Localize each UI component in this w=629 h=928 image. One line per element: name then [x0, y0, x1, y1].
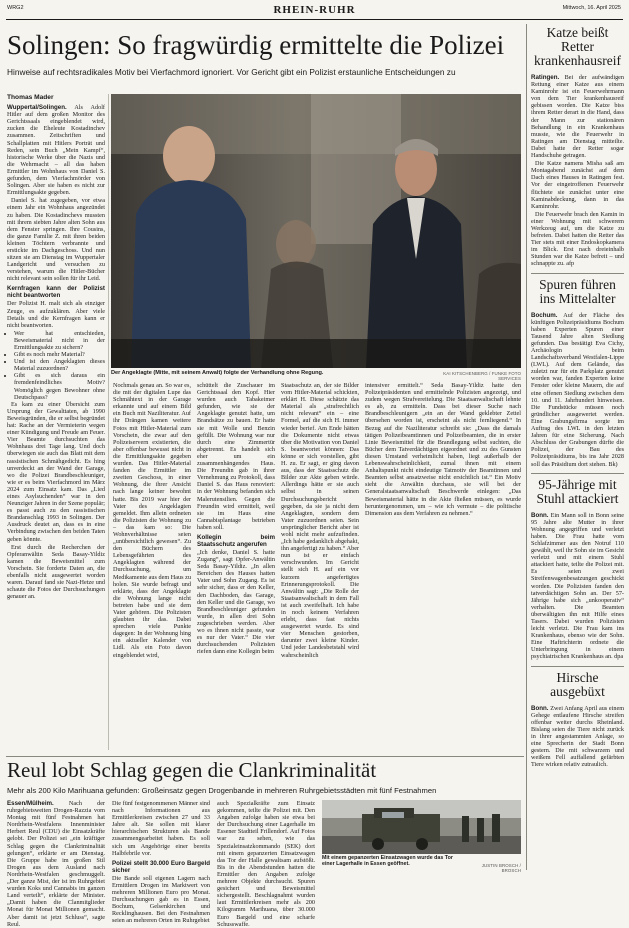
second-subheadline: Mehr als 200 Kilo Marihuana gefunden: Großeinsatz gegen Drogenbande in mehreren Ruhrgebietsstädten mit fünf Festnahmen	[7, 786, 437, 795]
column-rule	[108, 94, 109, 750]
author-byline: Thomas Mader	[7, 94, 54, 101]
lead-paragraph: schüttelt die Zuschauer im Gerichtssaal den Kopf. Hier wurden auch Tabakeimer gefunden, wie sie der Angeklagte genutzt hatte, um Brandsätze zu bauen. Er hatte sie mit Wolle und Benzin gefüllt. Die Wohnung war nur durch eine Zimmertür abgetrennt. Es handelt sich eher um ein zusammenhängendes Haus. Die Freundin gab in ihrer Vernehmung zu Protokoll, dass Daniel S. das Haus renoviert: in der Wohnung befanden sich Malerutensilien. Gegen die Freundin wird ermittelt, weil sie im Haus eine Cannabisplantage betrieben haben soll.	[197, 382, 275, 531]
second-subhead: Polizei stellt 30.000 Euro Bargeld sicher	[112, 859, 210, 874]
lead-paragraph: Der Polizist H. malt sich als einziger Zeuge, es aufzuklären. Aber viele Details und die Kernfragen kann er nicht beantworten.	[7, 300, 105, 329]
second-column-2	[112, 800, 210, 925]
sidebar-story: Bochum. Auf der Fläche des künftigen Polizeipräsidiums Bochum haben Experten Spuren einer Tausend Jahre alten Siedlung gefunden. Das bestätigt Eva Cichy, Archäologin beim Landschaftsverband Westfalen-Lippe (LWL). Auf dem Gelände, das zuletzt nur für ein Parkplatz genutzt worden war, fanden Experten keine Fenster oder kleine Mauern, die auf eine offenen Siedlung zwischen dem 10. und 11. Jahrhundert hinweisen. Die Fundstücke müssen noch gründlicher ausgewertet werden. Eine Grabungsfirma sorgte im Auftrag des LWL in den letzten Jahren für eine Sicherung. Nach Abschluss der Grabungen dürfte die Polizei, der Bau des Polizeipräsidiums, bis ins Jahr 2028 soll das Präsidium dort stehen. Bk)	[531, 311, 624, 468]
lead-paragraph: „Ich denke, Daniel S. hatte Zugang“, sagt Opfer-Anwältin Seda Basay-Yildiz. „In allen Bereichen des Hauses hatten Vater und Sohn Zugang. Es ist sehr sicher, dass er den Keller, den Dachboden, das Garage, den Keller und die Garage, wo Brandbeschleuniger gefunden wurde, in allen drei Sohn zugeschrieben werden. Aber wo es ihnen nicht passte, war es nur der Vater.“ Die vier durchsuchenden Polizisten riefen dann eine Kollegin beim	[197, 548, 275, 656]
sidebar-title: Hirsche ausgebüxt	[550, 669, 605, 699]
lead-paragraph: Wuppertal/Solingen. Als Adolf Hitler auf dem großen Monitor des Gerichtssaals eingeblendet wird, zucken die Eheleute Kostadinchev zusammen. Zeitschriften und Schallplatten mit Hitlers Porträt und Reden, sein Buch „Mein Kampf“, historische Werke über die Nazis und die Wehrmacht – all das haben Ermittler im Wohnhaus von Daniel S. gefunden, dem Vierfachmörder von Solingen. Aber sie haben es nicht zur Ermittlungsakte gegeben.	[7, 104, 105, 197]
list-item: • Und ist den Angeklagten dieses Material zuzuordnen?	[14, 358, 105, 372]
sidebar-divider	[531, 666, 624, 667]
second-paragraph: auch Spezialkräfte zum Einsatz gekommen, teilte die Polizei mit. Den Angaben zufolge haben sie etwa bei der Durchsuchung einer Lagerhalle im Essener Stadtteil Frillendorf. Auf Fotos war zu sehen, wie das Spezialeinsatzkommando (SEK) dort mit einem gepanzerten Einsatzwagen das Tor der Halle gewaltsam aufstößt. Bis in die Abendstunden hatten die Ermittler den Angaben zufolge mehrere Objekte durchsucht. Spuren gesichert und Beweismittel sichergestellt. Beschlagnahmt wurden laut Ermittlerkreisen mehr als 200 Kilogramm Marihuana, über 30.000 Euro Bargeld und eine scharfe Schusswaffe.	[217, 800, 315, 928]
lead-column-1	[7, 94, 105, 750]
courtroom-photo	[111, 94, 521, 368]
sidebar-divider	[531, 273, 624, 274]
sidebar-story: Bonn. Zwei Anfang April aus einem Gehege entlaufene Hirsche streifen offenbar weiter durchs Rheinland. Bislang seien die Tiere nicht zurück in ihrer angestammten Anlage, so eine Sprecherin der Stadt Bonn gestern. Die mit schwarzem und weißem Fell auffallend gefärbten Tiere wirken relativ zutraulich.	[531, 704, 625, 769]
second-headline: Reul lobt Schlag gegen die Clankriminalität	[7, 758, 377, 782]
armored-vehicle-photo	[322, 800, 521, 854]
second-paragraph: Die fünf festgenommenen Männer sind nach Informationen aus Ermittlerkreisen zwischen 27 und 33 Jahre alt. Sie sollen mit klarer hierarchischen Strukturen als Bande zusammengearbeitet haben. Es soll sich um Angehörige einer bereits Halbfebrile vor.	[112, 800, 210, 857]
sidebar-paragraph: Die Katze namens Misha saß am Montagabend zunächst auf dem Dach eines Hauses in Ratingen fest. Vor der eingetroffenen Feuerwehr flüchtete sie zunächst unter eine Kaminabdeckung, dann in das Kaminrohr.	[531, 160, 624, 210]
second-paragraph: Essen/Mülheim. Nach der ruhrgebietsweiten Drogen-Razzia vom Montag mit fünf Festnahmen hat Nordrhein-Westfalens Innenminister Herbert Reul (CDU) die Einsatzkräfte gelobt. Der Polizei sei „ein kräftiger Schlag gegen die Clankriminalität gelungen“, erklärte er am Dienstag. Die Gruppe habe im großen Stil Drogen aus dem Ausland nach Nordrhein-Westfalen geschmuggelt. „Der ganze Mist, der ist im Ruhrgebiet wurden Koks und Cannabis im ganzen Land verteilt“, erklärte der Minister. „Damit haben die Clanmitglieder Monat für Monat Millionen gemacht. Aber damit ist jetzt Schluss“, sagte Reul.	[7, 800, 105, 928]
question-list	[7, 330, 105, 401]
sidebar-title: Katze beißt Retter krankenhausreif	[534, 25, 621, 68]
lead-column-3	[197, 382, 275, 748]
lead-column-4	[281, 382, 359, 748]
second-paragraph: Die Bande soll eigenen Lagern nach Ermittlern Drogen im Marktwert von mehreren Millionen Euro pro Monat. Durchsuchungen gab es in Essen, Bochum, Gelsenkirchen und Recklinghausen. Bei den Festnahmen seien an mehreren Orten im Ruhrgebiet	[112, 874, 210, 925]
lead-photo-caption: Der Angeklagte (Mitte, mit seinem Anwalt) folgte der Verhandlung ohne Regung.	[111, 370, 324, 376]
second-column-1	[7, 800, 105, 928]
sidebar-title: Spuren führen ins Mittelalter	[539, 276, 616, 306]
list-item: • Gibt es noch mehr Material?	[14, 351, 105, 358]
lead-headline: Solingen: So fragwürdig ermittelte die Polizei	[7, 30, 505, 60]
header-rule	[6, 19, 623, 20]
lead-column-5	[365, 382, 521, 748]
list-item: • Gibt es sich daraus ein fremdenfeindliches Motiv? Womöglich gegen Bewohner ohne Deutschpass?	[14, 372, 105, 400]
lead-photo-credit: KAI KITSCHENBERG / FUNKE FOTO SERVICES	[443, 371, 521, 381]
lead-paragraph: Erst durch die Recherchen der Opferanwältin Seda Basay-Yildiz kamen die Beweismittel zum Vorschein. Sie forderte Daten an, die ebenfalls nicht ausgewertet worden waren. Darauf fand sie Nazi-Hetze und schaute die Fotos der Durchsuchungen genauer an.	[7, 543, 105, 601]
section-title: RHEIN-RUHR	[273, 4, 356, 16]
lead-paragraph: Es kam zu einer Übersicht zum Ursprung der Gewalttaten, ab 1990 Beweisgründen, die er selbst begründet hat: Rache an der Vermieterin wegen einer Kündigung und Freude am Feuer. Vier Beamte durchsuchten das Wohnhaus drei Tage lang. Und doch überwiegen sie auch das Blatt mit dem rassistischen Schmähgedicht. Es hing unverdeckt an der Wand der Garage, wo die Polizei Brandbeschleuniger, wie er es beim Vierfachmord im März 2024 zum Einsatz kam. Das „Lied eines Asylsuchenden“ war in den Neunziger Jahren in der Szene populär; es passt auch zu den rassistischen Brandanschlag 1993 in Solingen. Der Ausdruck deutet an, dass es in eine Verbindung zwischen den beiden Taten geben könnte.	[7, 400, 105, 543]
story-divider	[6, 756, 524, 757]
sidebar-divider	[531, 473, 624, 474]
lead-subhead: Kollegin beim Staatsschutz angerufen	[197, 533, 275, 548]
lead-paragraph: intensiver ermittelt.“ Seda Basay-Yildiz hatte den Polizeipräsidenten und ermittelnde Polizisten angezeigt, und zudem wegen Strafvereitelung. Die Staatsanwaltschaft lehnte es ab, zu ermitteln. Dass bei dieser Suche nach Brandbeschleunigern „ein an der Wand geklebter Zettel übersehen worden ist, erscheint als nicht fernliegend.“ In Bezug auf die Naziliteratur schreibt sie: „Dass die damals tätigen Polizeibeamtinnen und Polizeibeamten, die in erster Linie Beweismittel für die Brandlegung selbst suchten, die Bücher dem Tatverdächtigen eigeordnet und zu des Gunsten diesen Umstand verheimlicht haben, liegt außerhalb der Lebenswahrscheinlichkeit, zumal ihnen mit einem Anhaltspunkt nicht eindeutige Tatmotiv der Beamtinnen und Beamten selbst ansatzweise nicht ersichtlich ist.“ Ein Motiv sieht die Anwältin durchaus, sie will bei der Generalstaatsanwaltschaft Beschwerde einlegen: „Das Beweismaterial hätte in die Akte fließen müssen, es wurde heruntergenommen, um – wie ich vermute – die politische Dimension aus dem Verfahren zu nehmen.“	[365, 382, 521, 517]
sidebar-title: 95-Jährige mit Stuhl attackiert	[536, 476, 619, 506]
second-photo-credit: JUSTIN BROSCH / BROSCH	[481, 863, 521, 873]
second-photo-caption: Mit einem gepanzerten Einsatzwagen wurde das Tor einer Lagerhalle in Essen geöffnet.	[322, 855, 453, 867]
second-column-3	[217, 800, 315, 928]
lead-paragraph: Staatsschutz an, der sie Bilder vom Hitler-Material schickten, erklärt H. Diese schätzte das Material als „strafrechtlich nicht relevant“ ein – eine Formel, auf die sich H. immer wieder berief. Am Ende hätten die Dokumente nicht etwas über die Motivation von Daniel S. beantwortet können: Das könne er sich vorstellen, gibt H. zu. Er sagt, er ging davon aus, dass der Staatsschutz die Bilder zur Akte geben würde. Allerdings hätte er sie auch selbst in seinen Durchsuchungsbericht gegeben, da sie ja nicht dem Angeklagten, sondern dem Vater zuzuordnen seien. Sein ursprünglicher Bericht aber ist wohl nicht mehr aufzufinden. „Ich habe gedanklich abgehakt, ihn angefertigt zu haben.“ Aber nun ist er einfach verschwunden. Im Gericht stellt sich H. auf ein vor kurzem angefertigtes Erinnerungsprotokoll. Die Anwältin sagt: „Die Rolle der Staatsanwaltschaft in dem Fall ist auch zweifelhaft. Ich habe in noch keinem Verfahren erlebt, dass fast nichts ausgewertet wurde. Es sind vier Menschen gestorben, darunter zwei kleine Kinder. Und jeder Landesbetstahl wird wahrscheinlich	[281, 382, 360, 659]
second-photo	[322, 800, 521, 854]
list-item: • Wer hat entschieden, Beweismaterial nicht in der Ermittlungsakte zu sichern?	[14, 330, 105, 351]
page-number: WRG2	[7, 5, 24, 11]
lead-subheadline: Hinweise auf rechtsradikales Motiv bei Vierfachmord ignoriert. Vor Gericht gibt ein Polizist erstaunliche Entscheidungen zu	[7, 67, 456, 77]
issue-date: Mittwoch, 16. April 2025	[562, 5, 621, 11]
lead-subhead: Kernfragen kann der Polizist nicht beantworten	[7, 285, 105, 300]
sidebar-story: Ratingen. Bei der aufwändigen Rettung einer Katze aus einem Kaminrohr ist ein Feuerwehrmann von dem Tier krankenhausreif gebissen worden. Die Katze biss ihrem Retter derart in die Hand, dass der Mann zur stationären Behandlung in ein Krankenhaus musste, wie die Feuerwehr in Ratingen am Dienstag mitteilte. Dabei hatte der Retter sogar Handschuhe getragen. Die Katze namens Misha saß am Montagabend zunächst auf dem Dach eines Hauses in Ratingen fest. Vor der eingetroffenen Feuerwehr flüchtete sie zunächst unter eine Kaminabdeckung, dann in das Kaminrohr. Die Feuerwehr brach den Kamin in einer Wohnung mit schwerem Werkzeug auf, um die Katze zu befreien. Dabei hatten die Retter das Tier stets mit einer Endoskopkamera im Blick. Erst nach dreieinhalb Stunden war die Katze befreit – und schnappte zu. afp	[531, 74, 625, 268]
lead-paragraph: Daniel S. hat zugegeben, vor etwa einem Jahr ein Wohnhaus angezündet zu haben. Die Kostadinchevs mussten mit ihrem siebten Jahre alten Sohn aus dem Fenster springen. Ihre Cousins, die ganze Familie Z. mit ihren beiden kleinen Töchtern verbrannte und erstickte im Dachgeschoss. Und nun sitzen sie am Dienstag im Wuppertaler Landgericht und versuchen zu verstehen, warum die Hitler-Bücher nicht relevant sein sollen für ihr Leid.	[7, 197, 105, 283]
lead-column-2	[113, 382, 191, 748]
lead-photo	[111, 94, 521, 368]
sidebar	[531, 26, 624, 870]
sidebar-rule	[526, 24, 527, 870]
sidebar-paragraph: Die Feuerwehr brach den Kamin in einer Wohnung mit schwerem Werkzeug auf, um die Katze zu befreien. Dabei hatten die Retter das Tier stets mit einer Endoskopkamera im Blick. Erst nach dreieinhalb Stunden war die Katze befreit – und schnappte zu. afp	[531, 210, 624, 268]
sidebar-story: Bonn. Ein Mann soll in Bonn seine 95 Jahre alte Mutter in ihrer Wohnung angegriffen und verletzt haben. Die Frau hatte vom Schlafzimmer aus den Notruf 110 gewählt, weil ihr Sohn sie im Gesicht verletzt und mit einem Stuhl attackiert hatte, teilte die Polizei mit. Es seien zwei Streifenwagenbesatzungen geschickt worden. Die Polizisten fanden den tatverdächtigen Sohn an. Der 57-Jährige habe sich „unkooperativ“ verhalten. Die Beamten überwältigten ihn mit Hilfe eines Tasers. Dabei wurden Polizisten leicht verletzt. Die Frau kam ins Krankenhaus, ebenso wie der Sohn. Eine Haftrichterin ordnete die Unterbringung in einem psychiatrischen Krankenhaus an. dpa	[531, 511, 624, 661]
lead-paragraph: Nochmals genau an. So war es, die mit der digitalen Lupe das Schmähtext in der Garage erkannte und auf einem Bild ein Buch mit Naziliteratur. Auf ihr Drängen kamen weitere Fotos mit Hitler-Material zum Vorschein, die zwar auf den Polizeiservern existierten, die aber offenbar bewusst nicht in die Ermittlungsakte gegeben wurden. Das Hitler-Material fanden die Ermittler im zweiten Geschoss, in einer Wohnung, die ihrer Ansicht nach lange keiner bewohnt hatte. Bis 2019 war hier der Vater des Angeklagten gemeldet. Ihm allein ordneten die Polizisten die Wohnung zu – das kam so: Die Wohnverhältnisse seien „unübersichtlich gewesen“. Zu den Büchern des Lebensgefährten des Angeklagten während der Durchsuchung, um Medikamente aus dem Haus zu holen. Sie wurde befragt und erklärte, dass der Angeklagte die Wohnung lange nicht betreten habe und sie dem Vater gehören. Die Polizisten glaubten ihr das. Dabei sprechen viele Punkte dagegen: In der Wohnung hing ein aktueller Kalender von Lidl. Als ein Foto davon eingeblendet wird,	[113, 382, 191, 659]
